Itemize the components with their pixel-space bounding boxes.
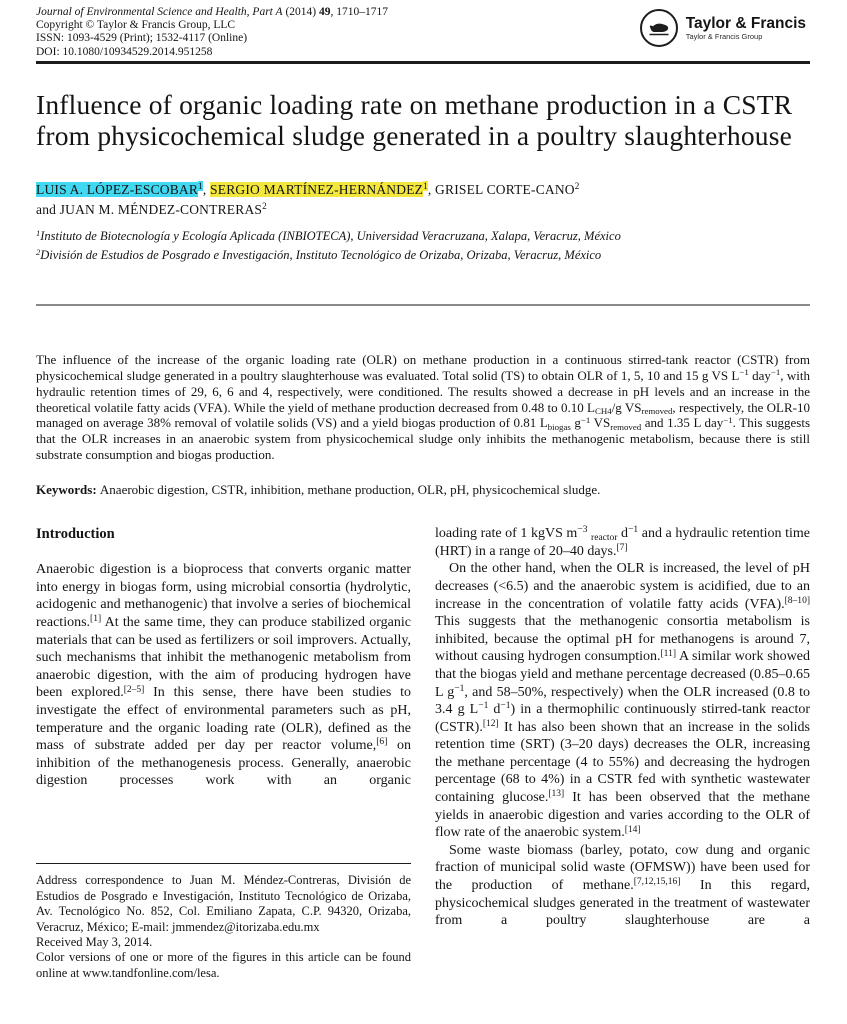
- introduction-paragraph: Anaerobic digestion is a bioprocess that converts organic matter into energy in biogas form, using microbial consortia (hydrolytic, acidogenic and methanogenic) that involve a series of biochemical reactions.[1] At the same time, they can produce stabilized organic materials that can be used as fertilizers or soil improvers. Actually, such mechanisms that inhibit the methanogenic metabolism from anaerobic digestion, with the aim of producing hydrogen have been explored.[2–5] In this sense, there have been studies to investigate the effect of environmental parameters such as pH, temperature and the organic loading rate (OLR), defined as the mass of substrate added per day per reactor volume,[6] on inhibition of the methanogenesis process. Generally, anaerobic digestion processes work with an organic: [36, 562, 412, 789]
- section-heading-introduction: Introduction: [36, 526, 115, 543]
- copyright-line: Copyright © Taylor & Francis Group, LLC: [36, 19, 236, 32]
- article-title: Influence of organic loading rate on methane production in a CSTR from physicochemical sludge generated in a poultry slaughterhouse: [36, 88, 793, 151]
- received-note: Received May 3, 2014.: [36, 934, 153, 949]
- keywords-line: Keywords: Anaerobic digestion, CSTR, inhibition, methane production, OLR, pH, physicochemical sludge.: [36, 482, 601, 498]
- affiliation-1: $^1$Instituto de Biotecnología y Ecología Aplicada (INBIOTECA), Universidad Veracruzana, Xalapa, Veracruz, México: [36, 227, 621, 243]
- affiliations-block: [36, 227, 810, 265]
- authors-block: [36, 180, 810, 220]
- abstract-divider-rule: [36, 304, 810, 306]
- right-column: [435, 525, 810, 981]
- issn-line: ISSN: 1093-4529 (Print); 1532-4117 (Online): [36, 32, 248, 45]
- body-paragraph-continuation: loading rate of 1 kgVS $m^{-3}$ $_{reactor}$ $d^{-1}$ and a hydraulic retention time (HRT) in a range of 20–40 days.[7]: [435, 525, 811, 559]
- body-paragraph-waste-biomass: Some waste biomass (barley, potato, cow dung and organic fraction of municipal solid waste (OFMSW)) have been used for the production of methane.[7,12,15,16] In this regard, physicochemical sludges generated in the treatment of wastewater from a poultry slaughterhouse are a: [435, 842, 810, 929]
- left-column: [36, 525, 411, 981]
- affiliation-2: $^2$División de Estudios de Posgrado e Investigación, Instituto Tecnológico de Orizaba, Orizaba, Veracruz, México: [36, 246, 602, 262]
- journal-citation-line: Journal of Environmental Science and Health, Part A (2014) 49, 1710–1717: [36, 6, 388, 18]
- header-divider-rule: [36, 61, 810, 64]
- authors-line-1: LUIS A. LÓPEZ-ESCOBAR$^1$, SERGIO MARTÍNEZ-HERNÁNDEZ$^1$, GRISEL CORTE-CANO$^2$: [36, 181, 580, 197]
- logo-brand-name: Taylor & Francis: [685, 15, 806, 32]
- abstract-text: The influence of the increase of the organic loading rate (OLR) on methane production in a continuous stirred-tank reactor (CSTR) from physicochemical sludge generated in a poultry slaughterhouse was evaluated. Total solid (TS) to obtain OLR of 1, 5, 10 and 15 g VS $L^{-1}$ day$^{-1}$, with hydraulic retention times of 29, 6, 6 and 4, respectively, were conditioned. The results showed a decrease in pH levels and an increase in the theoretical volatile fatty acids (VFA). While the yield of methane production decreased from 0.48 to 0.10 $L_{CH4}/g$ $VS_{removed}$, respectively, the OLR-10 managed on average 38% removal of volatile solids (VS) and a yield biogas production of 0.81 $L_{biogas}$ $g^{-1}$ $VS_{removed}$ and 1.35 L day$^{-1}$. This suggests that the OLR increases in an anaerobic system from physicochemical sludge only inhibits the methanogenic metabolism, because there is still substrate consumption and biogas production.: [36, 351, 811, 463]
- color-versions-note: Color versions of one or more of the figures in this article can be found online at www.tandfonline.com/lesa.: [36, 950, 411, 980]
- correspondence-note: Address correspondence to Juan M. Méndez-Contreras, División de Estudios de Posgrado e Investigación, Instituto Tecnológico de Orizaba, Av. Tecnológico No. 852, Col. Emiliano Zapata, C.P. 94320, Orizaba, Veracruz, México; E-mail: jmmendez@itorizaba.edu.mx: [36, 873, 411, 934]
- body-paragraph-olr-effects: On the other hand, when the OLR is increased, the level of pH decreases (<6.5) and the anaerobic system is acidified, due to an increase in the concentration of volatile fatty acids (VFA).[8–10] This suggests that the methanogenic consortia metabolism is inhibited, because the optimal pH for methanogens is around 7, without causing hydrogen consumption.[11] A similar work showed that the biogas yield and methane percentage decreased (0.85–0.65 L $g^{-1}$, and 58–50%, respectively) when the OLR increased (0.8 to 3.4 g $L^{-1}$ $d^{-1}$) in a thermophilic continuously stirred-tank reactor (CSTR).[12] It has also been shown that an increase in the solids retention time (SRT) (3–20 days) decreases the OLR, increasing the methane percentage (4 to 55%) and decreasing the hydrogen percentage (68 to 4%) in a CSTR fed with synthetic wastewater containing glucose.[13] It has been observed that the methane yields in anaerobic digestion and varies according to the OLR of flow rate of the anaerobic system.[14]: [435, 561, 810, 841]
- correspondence-footnote: [36, 863, 411, 981]
- taylor-francis-logo: [640, 9, 806, 47]
- logo-tagline: Taylor & Francis Group: [685, 32, 763, 41]
- two-column-body: [36, 525, 810, 981]
- logo-text-block: [686, 15, 806, 41]
- authors-line-2: and JUAN M. MÉNDEZ-CONTRERAS$^2$: [36, 201, 267, 217]
- taylor-francis-lamp-icon: [640, 9, 678, 47]
- doi-line: DOI: 10.1080/10934529.2014.951258: [36, 45, 213, 58]
- page-header: [36, 6, 810, 59]
- journal-meta-block: [36, 6, 388, 59]
